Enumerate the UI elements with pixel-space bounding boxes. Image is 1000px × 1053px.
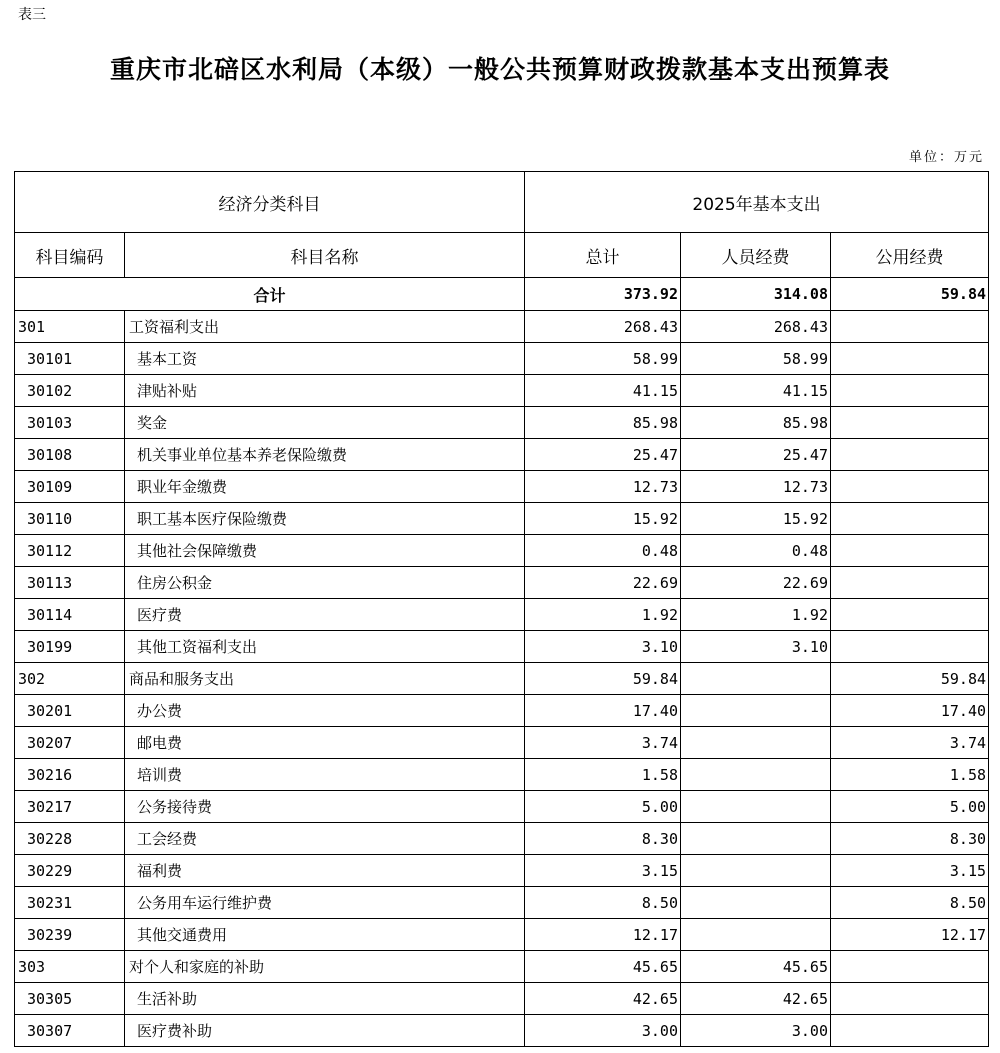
table-row xyxy=(15,663,989,695)
row-name: 对个人和家庭的补助 xyxy=(125,951,525,983)
row-personnel xyxy=(681,663,831,695)
row-code: 301 xyxy=(15,311,125,343)
row-total: 85.98 xyxy=(525,407,681,439)
row-name: 办公费 xyxy=(125,695,525,727)
table-row xyxy=(15,375,989,407)
row-total: 5.00 xyxy=(525,791,681,823)
header-row-columns xyxy=(15,233,989,278)
row-total: 3.00 xyxy=(525,1015,681,1047)
row-personnel xyxy=(681,823,831,855)
table-row xyxy=(15,599,989,631)
row-code: 30307 xyxy=(15,1015,125,1047)
row-code: 30113 xyxy=(15,567,125,599)
row-public xyxy=(831,1015,989,1047)
total-personnel: 314.08 xyxy=(681,278,831,311)
row-code: 30305 xyxy=(15,983,125,1015)
row-name: 公务接待费 xyxy=(125,791,525,823)
row-personnel: 58.99 xyxy=(681,343,831,375)
row-name: 培训费 xyxy=(125,759,525,791)
row-total: 12.17 xyxy=(525,919,681,951)
total-row xyxy=(15,278,989,311)
row-total: 3.74 xyxy=(525,727,681,759)
row-code: 30102 xyxy=(15,375,125,407)
row-name: 工资福利支出 xyxy=(125,311,525,343)
unit-label: 单位：万元 xyxy=(908,150,984,165)
row-code: 30109 xyxy=(15,471,125,503)
row-code: 30231 xyxy=(15,887,125,919)
page-title: 重庆市北碚区水利局（本级）一般公共预算财政拨款基本支出预算表 xyxy=(109,55,890,84)
row-personnel: 12.73 xyxy=(681,471,831,503)
row-name: 职业年金缴费 xyxy=(125,471,525,503)
total-total: 373.92 xyxy=(525,278,681,311)
row-total: 58.99 xyxy=(525,343,681,375)
row-public: 1.58 xyxy=(831,759,989,791)
table-row xyxy=(15,887,989,919)
row-total: 12.73 xyxy=(525,471,681,503)
row-name: 津贴补贴 xyxy=(125,375,525,407)
row-code: 30199 xyxy=(15,631,125,663)
row-personnel: 22.69 xyxy=(681,567,831,599)
row-total: 3.10 xyxy=(525,631,681,663)
row-public xyxy=(831,311,989,343)
row-name: 基本工资 xyxy=(125,343,525,375)
row-public xyxy=(831,343,989,375)
row-code: 30207 xyxy=(15,727,125,759)
row-code: 30239 xyxy=(15,919,125,951)
row-code: 30216 xyxy=(15,759,125,791)
row-code: 302 xyxy=(15,663,125,695)
header-economic-category: 经济分类科目 xyxy=(15,172,525,233)
row-code: 30112 xyxy=(15,535,125,567)
row-name: 住房公积金 xyxy=(125,567,525,599)
table-row xyxy=(15,855,989,887)
table-row xyxy=(15,695,989,727)
row-public xyxy=(831,567,989,599)
row-public xyxy=(831,375,989,407)
row-public xyxy=(831,983,989,1015)
row-total: 8.50 xyxy=(525,887,681,919)
row-personnel xyxy=(681,759,831,791)
row-name: 医疗费补助 xyxy=(125,1015,525,1047)
row-personnel: 15.92 xyxy=(681,503,831,535)
row-code: 30103 xyxy=(15,407,125,439)
row-name: 其他社会保障缴费 xyxy=(125,535,525,567)
row-code: 30229 xyxy=(15,855,125,887)
table-row xyxy=(15,759,989,791)
header-name: 科目名称 xyxy=(125,233,525,278)
row-personnel xyxy=(681,855,831,887)
row-personnel: 25.47 xyxy=(681,439,831,471)
row-total: 17.40 xyxy=(525,695,681,727)
row-public: 8.50 xyxy=(831,887,989,919)
row-personnel: 268.43 xyxy=(681,311,831,343)
row-total: 1.92 xyxy=(525,599,681,631)
row-personnel xyxy=(681,919,831,951)
row-name: 公务用车运行维护费 xyxy=(125,887,525,919)
row-public: 5.00 xyxy=(831,791,989,823)
row-public: 3.74 xyxy=(831,727,989,759)
table-row xyxy=(15,471,989,503)
row-total: 22.69 xyxy=(525,567,681,599)
row-public: 3.15 xyxy=(831,855,989,887)
row-public xyxy=(831,599,989,631)
total-public: 59.84 xyxy=(831,278,989,311)
total-label: 合计 xyxy=(15,278,525,311)
row-code: 303 xyxy=(15,951,125,983)
row-public: 12.17 xyxy=(831,919,989,951)
row-personnel xyxy=(681,727,831,759)
row-personnel xyxy=(681,791,831,823)
row-public xyxy=(831,439,989,471)
table-row xyxy=(15,631,989,663)
row-public xyxy=(831,951,989,983)
row-total: 25.47 xyxy=(525,439,681,471)
row-total: 3.15 xyxy=(525,855,681,887)
row-personnel: 42.65 xyxy=(681,983,831,1015)
row-code: 30110 xyxy=(15,503,125,535)
row-personnel: 85.98 xyxy=(681,407,831,439)
header-basic-expenditure: 2025年基本支出 xyxy=(525,172,989,233)
row-total: 8.30 xyxy=(525,823,681,855)
table-row xyxy=(15,823,989,855)
row-total: 15.92 xyxy=(525,503,681,535)
header-total: 总计 xyxy=(525,233,681,278)
table-row xyxy=(15,567,989,599)
row-total: 0.48 xyxy=(525,535,681,567)
row-code: 30217 xyxy=(15,791,125,823)
table-row xyxy=(15,983,989,1015)
row-code: 30108 xyxy=(15,439,125,471)
table-row xyxy=(15,407,989,439)
row-name: 邮电费 xyxy=(125,727,525,759)
row-name: 工会经费 xyxy=(125,823,525,855)
table-row xyxy=(15,535,989,567)
table-row xyxy=(15,503,989,535)
row-public xyxy=(831,407,989,439)
row-personnel xyxy=(681,887,831,919)
row-personnel: 0.48 xyxy=(681,535,831,567)
header-public: 公用经费 xyxy=(831,233,989,278)
row-public: 59.84 xyxy=(831,663,989,695)
row-personnel: 41.15 xyxy=(681,375,831,407)
row-code: 30114 xyxy=(15,599,125,631)
header-personnel: 人员经费 xyxy=(681,233,831,278)
row-name: 其他交通费用 xyxy=(125,919,525,951)
table-row xyxy=(15,727,989,759)
table-row xyxy=(15,439,989,471)
table-row xyxy=(15,951,989,983)
table-row xyxy=(15,343,989,375)
row-personnel: 45.65 xyxy=(681,951,831,983)
row-personnel: 1.92 xyxy=(681,599,831,631)
row-total: 41.15 xyxy=(525,375,681,407)
budget-table xyxy=(14,171,989,1047)
row-total: 1.58 xyxy=(525,759,681,791)
row-public: 8.30 xyxy=(831,823,989,855)
row-public: 17.40 xyxy=(831,695,989,727)
row-name: 职工基本医疗保险缴费 xyxy=(125,503,525,535)
row-name: 商品和服务支出 xyxy=(125,663,525,695)
row-total: 268.43 xyxy=(525,311,681,343)
row-total: 42.65 xyxy=(525,983,681,1015)
table-row xyxy=(15,919,989,951)
row-name: 福利费 xyxy=(125,855,525,887)
row-personnel xyxy=(681,695,831,727)
row-public xyxy=(831,471,989,503)
row-personnel: 3.00 xyxy=(681,1015,831,1047)
row-total: 45.65 xyxy=(525,951,681,983)
row-name: 奖金 xyxy=(125,407,525,439)
row-public xyxy=(831,535,989,567)
table-row xyxy=(15,1015,989,1047)
row-code: 30201 xyxy=(15,695,125,727)
row-total: 59.84 xyxy=(525,663,681,695)
header-row-group xyxy=(15,172,989,233)
row-code: 30228 xyxy=(15,823,125,855)
row-public xyxy=(831,631,989,663)
table-row xyxy=(15,791,989,823)
table-row xyxy=(15,311,989,343)
row-code: 30101 xyxy=(15,343,125,375)
row-personnel: 3.10 xyxy=(681,631,831,663)
row-name: 其他工资福利支出 xyxy=(125,631,525,663)
row-public xyxy=(831,503,989,535)
table-label: 表三 xyxy=(18,7,46,23)
row-name: 机关事业单位基本养老保险缴费 xyxy=(125,439,525,471)
row-name: 医疗费 xyxy=(125,599,525,631)
header-code: 科目编码 xyxy=(15,233,125,278)
row-name: 生活补助 xyxy=(125,983,525,1015)
